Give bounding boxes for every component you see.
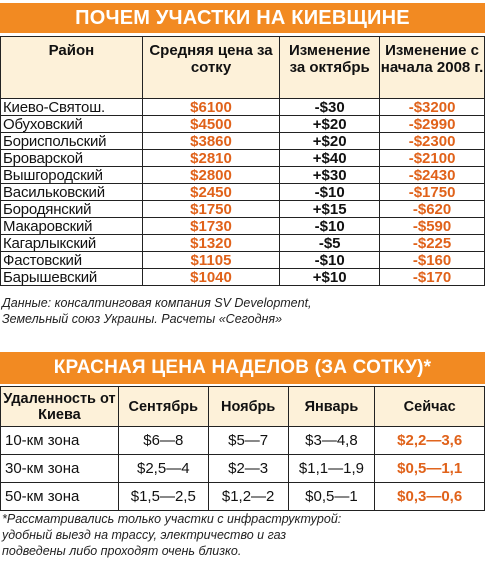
- district-prices-table: [0, 36, 485, 286]
- district-name: Киево-Святош.: [1, 99, 143, 116]
- zone-label: 10-км зона: [1, 427, 119, 455]
- price-value: $2450: [142, 184, 280, 201]
- october-change-value: +$15: [280, 201, 380, 218]
- price-value: $1040: [142, 269, 280, 286]
- september-value: $6—8: [118, 427, 208, 455]
- district-name: Барышевский: [1, 269, 143, 286]
- district-name: Фастовский: [1, 252, 143, 269]
- source-note-line: Данные: консалтинговая компания SV Development,: [2, 296, 312, 310]
- since-2008-change-value: -$3200: [380, 99, 485, 116]
- price-value: $2810: [142, 150, 280, 167]
- table1-title: ПОЧЕМ УЧАСТКИ НА КИЕВЩИНЕ: [0, 3, 485, 33]
- header-september: Сентябрь: [118, 387, 208, 427]
- table-row: [1, 427, 485, 455]
- october-change-value: -$5: [280, 235, 380, 252]
- october-change-value: +$20: [280, 133, 380, 150]
- header-distance: Удаленность от Киева: [1, 387, 119, 427]
- table2-title: КРАСНАЯ ЦЕНА НАДЕЛОВ (ЗА СОТКУ)*: [0, 352, 485, 384]
- table2-body: [1, 427, 485, 511]
- district-name: Вышгородский: [1, 167, 143, 184]
- price-value: $1730: [142, 218, 280, 235]
- district-name: Васильковский: [1, 184, 143, 201]
- september-value: $2,5—4: [118, 455, 208, 483]
- january-value: $1,1—1,9: [288, 455, 375, 483]
- price-value: $1320: [142, 235, 280, 252]
- january-value: $0,5—1: [288, 483, 375, 511]
- price-value: $6100: [142, 99, 280, 116]
- since-2008-change-value: -$170: [380, 269, 485, 286]
- district-name: Обуховский: [1, 116, 143, 133]
- november-value: $2—3: [208, 455, 288, 483]
- header-now: Сейчас: [375, 387, 485, 427]
- october-change-value: +$20: [280, 116, 380, 133]
- since-2008-change-value: -$160: [380, 252, 485, 269]
- october-change-value: -$10: [280, 184, 380, 201]
- october-change-value: -$10: [280, 252, 380, 269]
- now-value: $0,5—1,1: [375, 455, 485, 483]
- table1-header-row: [1, 37, 485, 99]
- since-2008-change-value: -$2300: [380, 133, 485, 150]
- district-name: Бориспольский: [1, 133, 143, 150]
- table1-source-note: [2, 295, 312, 327]
- table-row: [1, 201, 485, 218]
- november-value: $5—7: [208, 427, 288, 455]
- district-name: Бородянский: [1, 201, 143, 218]
- header-change-since-2008: Изменение с начала 2008 г.: [380, 37, 485, 99]
- zone-label: 50-км зона: [1, 483, 119, 511]
- since-2008-change-value: -$590: [380, 218, 485, 235]
- table-row: [1, 252, 485, 269]
- table-row: [1, 218, 485, 235]
- table-row: [1, 99, 485, 116]
- table2-footnote: [2, 511, 341, 559]
- september-value: $1,5—2,5: [118, 483, 208, 511]
- table-row: [1, 167, 485, 184]
- price-value: $1750: [142, 201, 280, 218]
- footnote-line: удобный выезд на трассу, электричество и газ: [2, 528, 287, 542]
- since-2008-change-value: -$225: [380, 235, 485, 252]
- table-row: [1, 150, 485, 167]
- table-row: [1, 116, 485, 133]
- footnote-line: *Рассматривались только участки с инфраструктурой:: [2, 512, 342, 526]
- october-change-value: +$30: [280, 167, 380, 184]
- district-name: Броварской: [1, 150, 143, 167]
- since-2008-change-value: -$2100: [380, 150, 485, 167]
- since-2008-change-value: -$620: [380, 201, 485, 218]
- price-value: $2800: [142, 167, 280, 184]
- footnote-line: подведены либо проходят очень близко.: [2, 544, 242, 558]
- header-october-change: Изменение за октябрь: [280, 37, 380, 99]
- header-november: Ноябрь: [208, 387, 288, 427]
- table1-body: [1, 99, 485, 286]
- since-2008-change-value: -$1750: [380, 184, 485, 201]
- table-row: [1, 483, 485, 511]
- table-row: [1, 133, 485, 150]
- price-value: $3860: [142, 133, 280, 150]
- table-row: [1, 235, 485, 252]
- table2-header-row: [1, 387, 485, 427]
- since-2008-change-value: -$2430: [380, 167, 485, 184]
- since-2008-change-value: -$2990: [380, 116, 485, 133]
- price-value: $1105: [142, 252, 280, 269]
- district-name: Макаровский: [1, 218, 143, 235]
- header-price: Средняя цена за сотку: [142, 37, 280, 99]
- table-row: [1, 269, 485, 286]
- november-value: $1,2—2: [208, 483, 288, 511]
- october-change-value: -$10: [280, 218, 380, 235]
- october-change-value: -$30: [280, 99, 380, 116]
- source-note-line: Земельный союз Украины. Расчеты «Сегодня»: [2, 312, 283, 326]
- table-row: [1, 184, 485, 201]
- zone-label: 30-км зона: [1, 455, 119, 483]
- price-value: $4500: [142, 116, 280, 133]
- october-change-value: +$10: [280, 269, 380, 286]
- october-change-value: +$40: [280, 150, 380, 167]
- table-row: [1, 455, 485, 483]
- header-district: Район: [1, 37, 143, 99]
- now-value: $0,3—0,6: [375, 483, 485, 511]
- header-january: Январь: [288, 387, 375, 427]
- district-name: Кагарлыкский: [1, 235, 143, 252]
- distance-prices-table: [0, 386, 485, 511]
- january-value: $3—4,8: [288, 427, 375, 455]
- now-value: $2,2—3,6: [375, 427, 485, 455]
